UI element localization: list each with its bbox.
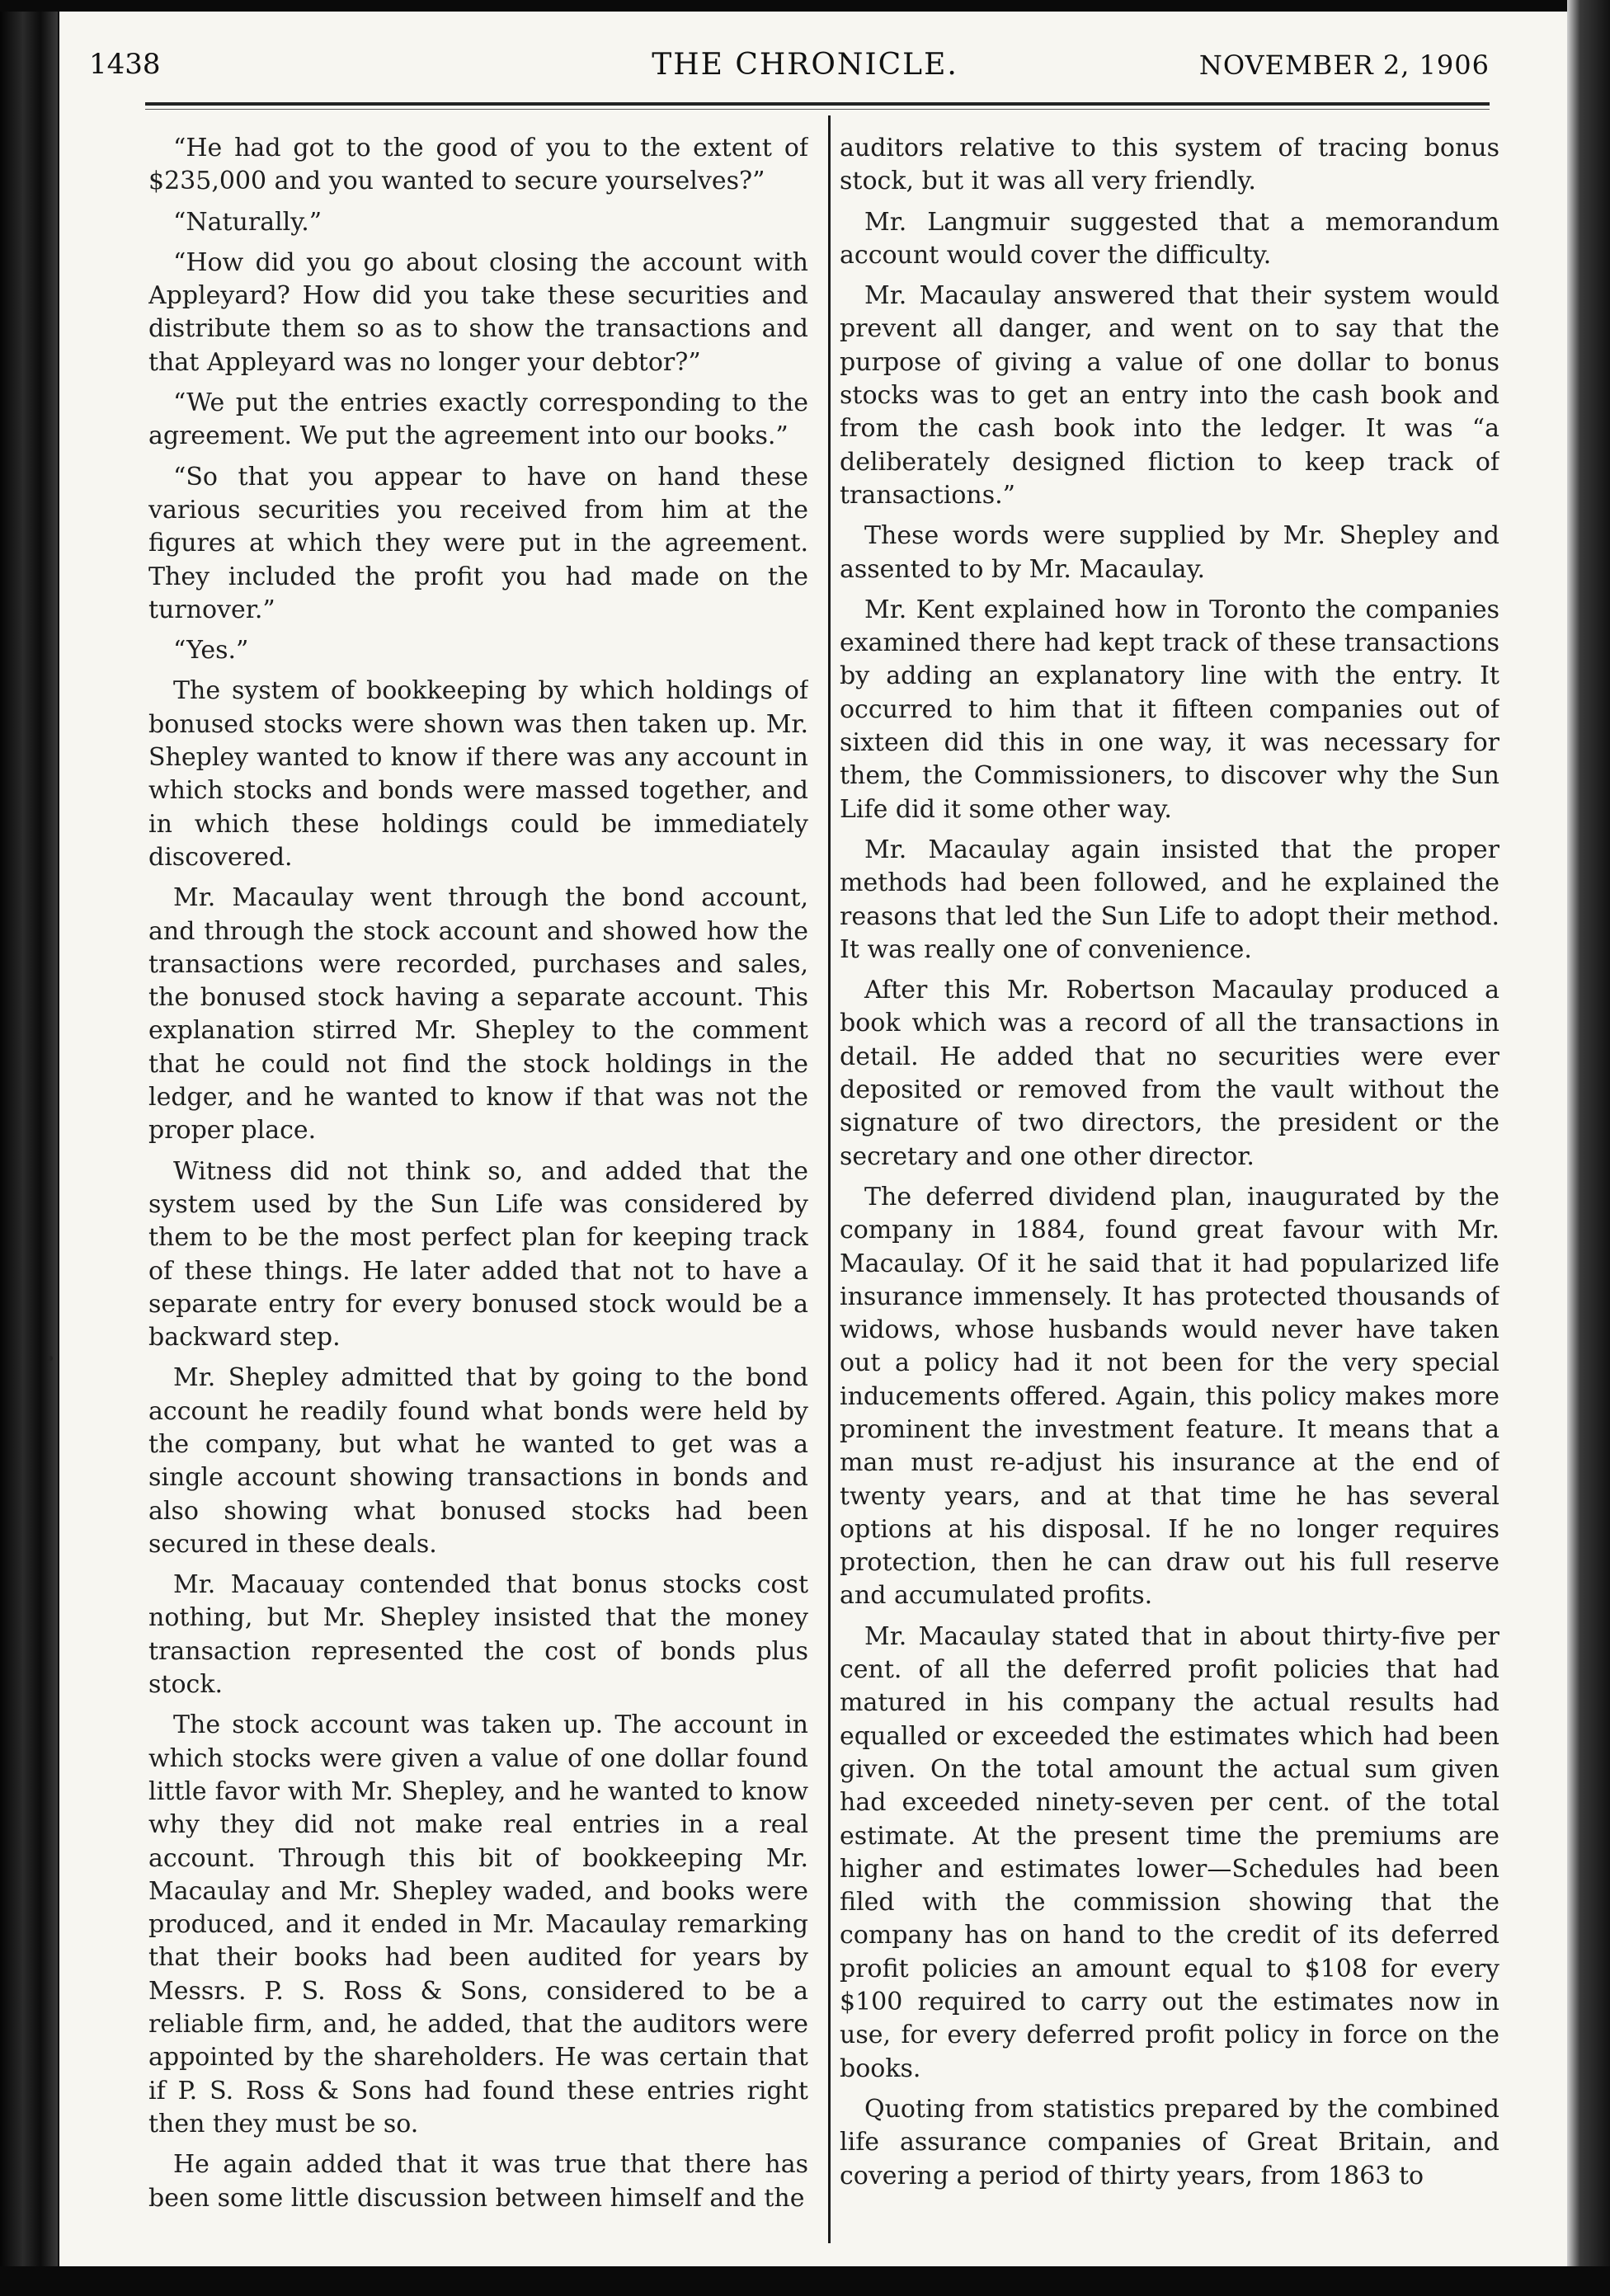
header-rule	[145, 102, 1490, 106]
paragraph: “He had got to the good of you to the extent of $235,000 and you wanted to secure yourselves?”	[148, 134, 808, 196]
paragraph: Mr. Macaulay went through the bond account, and through the stock account and showed how the transactions were recorded, purchases and sales, the bonused stock having a separate account. This explanation stirred Mr. Shepley to the comment that he could not find the stock holdings in the ledger, and he wanted to know if that was not the proper place.	[148, 883, 808, 1146]
scan-border-bottom	[0, 2266, 1610, 2296]
paragraph: “We put the entries exactly corresponding to the agreement. We put the agreement into our books.”	[148, 388, 808, 451]
paragraph: He again added that it was true that there has been some little discussion between himself and the	[148, 2150, 808, 2213]
paragraph: Mr. Shepley admitted that by going to the bond account he readily found what bonds were held by the company, but what he wanted to get was a single account showing transactions in bonds and also showing what bonused stocks had been secured in these deals.	[148, 1363, 808, 1559]
paragraph-continued: auditors relative to this system of tracing bonus stock, but it was all very friendly.	[840, 134, 1499, 196]
scan-border-right	[1567, 0, 1610, 2296]
column-divider	[828, 115, 831, 2243]
paragraph: Mr. Macaulay answered that their system would prevent all danger, and went on to say that the purpose of giving a value of one dollar to bonus stocks was to get an entry into the cash book and from the cash book into the ledger. It was “a deliberately designed fliction to keep track of transactions.”	[840, 281, 1499, 510]
paragraph: Mr. Langmuir suggested that a memorandum account would cover the difficulty.	[840, 207, 1499, 270]
paragraph: Mr. Macaulay stated that in about thirty-five per cent. of all the deferred profit policies that had matured in his company the actual results had equalled or exceeded the estimates which had been given. On the total amount the actual sum given had exceeded ninety-seven per cent. of the total estimate. At the present time the premiums are higher and estimates lower—Schedules had been filed with the commission showing that the company has on hand to the credit of its deferred profit policies an amount equal to $108 for every $100 required to carry out the estimates now in use, for every deferred profit policy in force on the books.	[840, 1621, 1499, 2083]
paragraph: “Yes.”	[173, 636, 249, 666]
masthead-title: THE CHRONICLE.	[652, 48, 958, 82]
issue-date: NOVEMBER 2, 1906	[1198, 49, 1490, 81]
right-column	[840, 132, 1499, 2243]
paragraph: Mr. Macaulay again insisted that the proper methods had been followed, and he explained the reasons that led the Sun Life to adopt their method. It was really one of convenience.	[840, 835, 1499, 964]
paragraph: “How did you go about closing the account with Appleyard? How did you take these securities and distribute them so as to show the transactions and that Appleyard was no longer your debtor?”	[148, 247, 808, 377]
paragraph: Quoting from statistics prepared by the combined life assurance companies of Great Britain, and covering a period of thirty years, from 1863 to	[840, 2094, 1499, 2190]
page-number: 1438	[89, 48, 161, 81]
paragraph: Witness did not think so, and added that the system used by the Sun Life was considered by them to be the most perfect plan for keeping track of these things. He later added that not to have a separate entry for every bonused stock would be a backward step.	[148, 1156, 808, 1353]
paragraph: The system of bookkeeping by which holdings of bonused stocks were shown was then taken up. Mr. Shepley wanted to know if there was any account in which stocks and bonds were massed together, and in which these holdings could be immediately discovered.	[148, 676, 808, 872]
scan-border-top	[0, 0, 1610, 12]
header-rule-thin	[145, 109, 1490, 110]
paragraph: The deferred dividend plan, inaugurated by the company in 1884, found great favour with Mr. Macaulay. Of it he said that it had popularized life insurance immensely. It has protected thousands of widows, whose husbands would never have taken out a policy had it not been for the very special inducements offered. Again, this policy makes more prominent the investment feature. It means that a man must re-adjust his insurance at the end of twenty years, and at that time he has several options at his disposal. If he no longer requires protection, then he can draw out his full reserve and accumulated profits.	[840, 1182, 1499, 1611]
margin-mark	[48, 1356, 53, 1361]
paragraph: The stock account was taken up. The account in which stocks were given a value of one dollar found little favor with Mr. Shepley, and he wanted to know why they did not make real entries in a real account. Through this bit of bookkeeping Mr. Macaulay and Mr. Shepley waded, and books were produced, and it ended in Mr. Macaulay remarking that their books had been audited for years by Messrs. P. S. Ross & Sons, considered to be a reliable firm, and, he added, that the auditors were appointed by the shareholders. He was certain that if P. S. Ross & Sons had found these entries right then they must be so.	[148, 1710, 808, 2138]
paragraph: These words were supplied by Mr. Shepley and assented to by Mr. Macaulay.	[840, 521, 1499, 584]
paragraph: “Naturally.”	[173, 207, 322, 237]
paragraph: After this Mr. Robertson Macaulay produced a book which was a record of all the transactions in detail. He added that no securities were ever deposited or removed from the vault without the signature of two directors, the president or the secretary and one other director.	[840, 976, 1499, 1171]
paragraph: Mr. Kent explained how in Toronto the companies examined there had kept track of these transactions by adding an explanatory line with the entry. It occurred to him that it fifteen companies out of sixteen did this in one way, it was necessary for them, the Commissioners, to discover why the Sun Life did it some other way.	[840, 595, 1499, 824]
scan-border-left	[0, 0, 58, 2296]
paragraph: “So that you appear to have on hand these various securities you received from him at the figures at which they were put in the agreement. They included the profit you had made on the turnover.”	[148, 462, 808, 624]
left-column	[148, 132, 808, 2243]
paragraph: Mr. Macauay contended that bonus stocks cost nothing, but Mr. Shepley insisted that the money transaction represented the cost of bonds plus stock.	[148, 1570, 808, 1700]
